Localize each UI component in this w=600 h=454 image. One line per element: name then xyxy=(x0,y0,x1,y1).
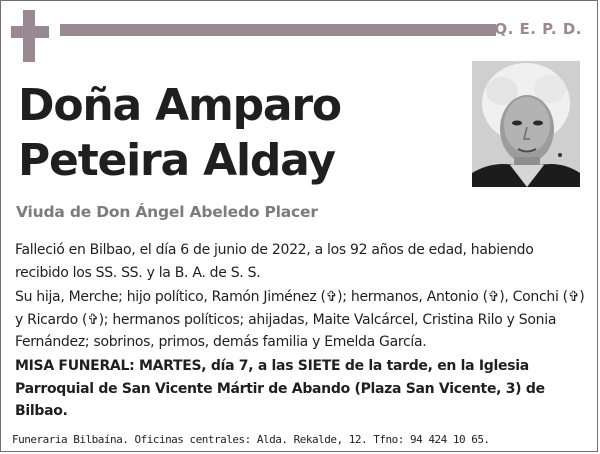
death-notice: Falleció en Bilbao, el día 6 de junio de 2022, a los 92 años de edad, habiendo recibido los SS. SS. y la B. A. de S. S. xyxy=(15,242,534,281)
qepd-label: Q. E. P. D. xyxy=(494,20,582,38)
header-bar xyxy=(60,24,496,36)
deceased-name-line2: Peteira Alday xyxy=(18,135,335,186)
family-notice: Su hija, Merche; hijo político, Ramón Jiménez (✞); hermanos, Antonio (✞), Conchi (✞) y Ricardo (✞); hermanos políticos; ahijadas, Maite Valcárcel, Cristina Rilo y Sonia Fernández; sobrinos, primos, demás familia y Emelda García. xyxy=(15,289,585,350)
cross-icon xyxy=(11,10,49,62)
funeral-notice: MISA FUNERAL: MARTES, día 7, a las SIETE de la tarde, en la Iglesia Parroquial de San Vicente Mártir de Abando (Plaza San Vicente, 3) de Bilbao. xyxy=(15,358,545,419)
widow-of-line: Viuda de Don Ángel Abeledo Placer xyxy=(16,203,318,221)
deceased-name xyxy=(18,78,438,188)
funeral-home-footer: Funeraria Bilbaína. Oficinas centrales: Alda. Rekalde, 12. Tfno: 94 424 10 65. xyxy=(12,433,490,446)
deceased-name-line1: Doña Amparo xyxy=(18,80,341,131)
portrait-photo xyxy=(472,61,580,187)
